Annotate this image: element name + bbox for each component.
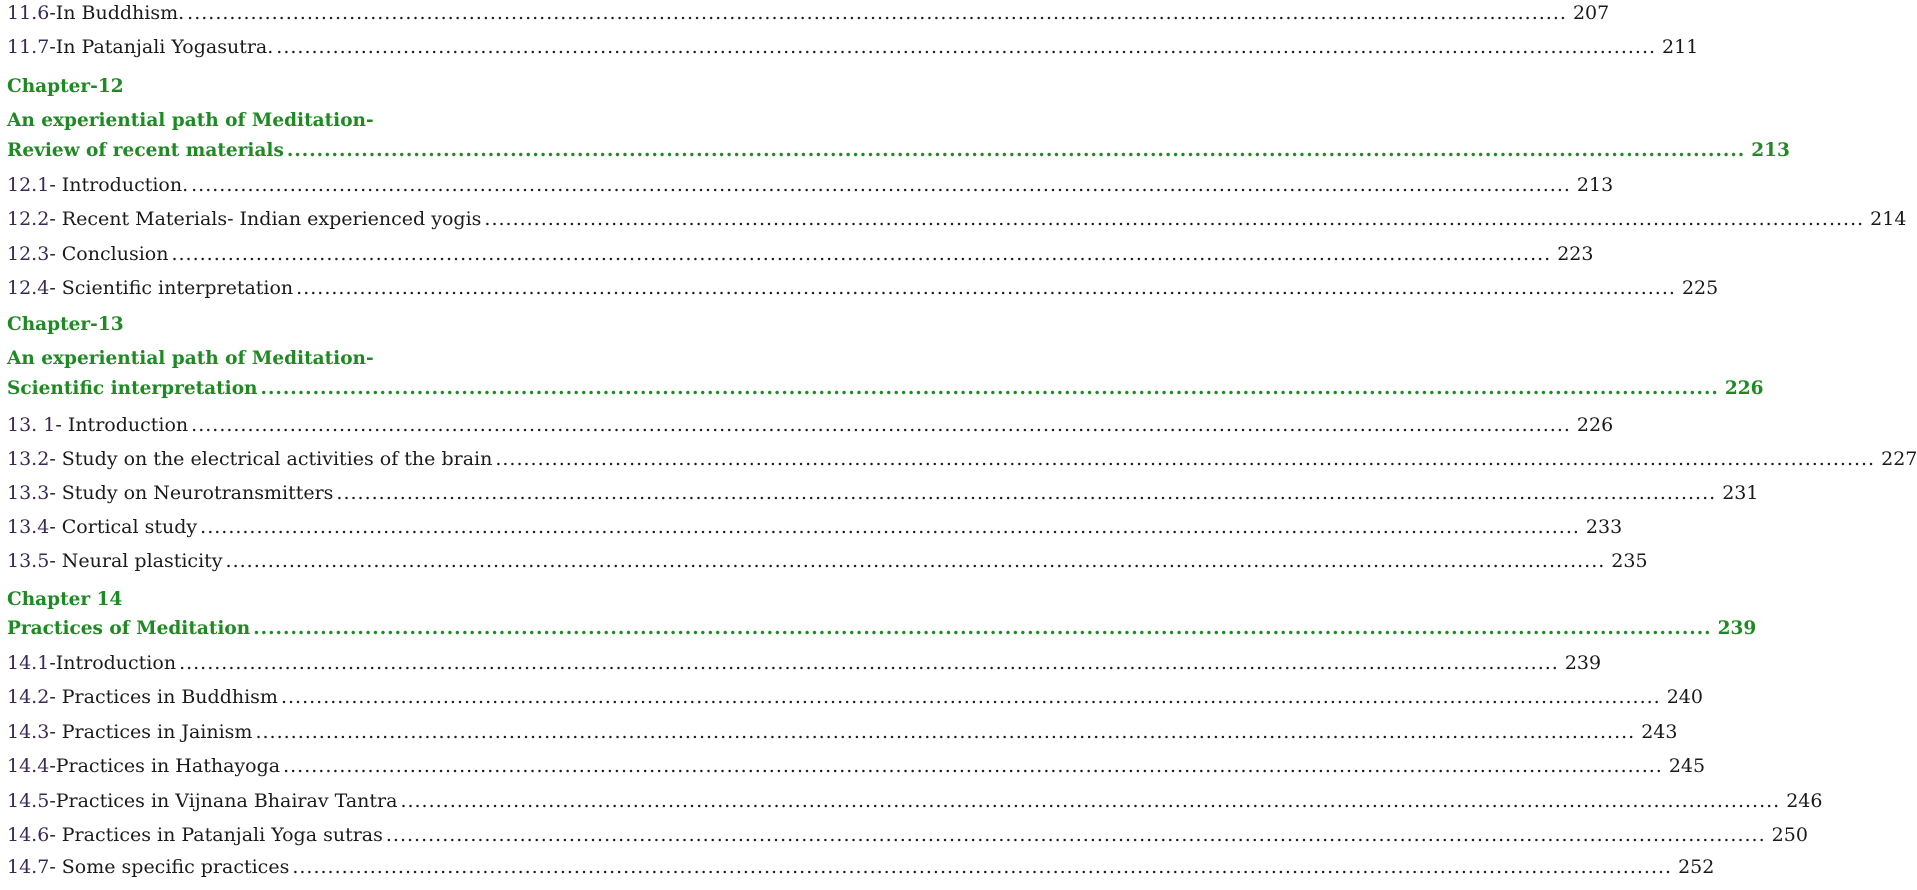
section-number: 13.4 bbox=[7, 516, 50, 538]
section-number: 14.4 bbox=[7, 755, 50, 777]
section-title: - Recent Materials- Indian experienced yogis bbox=[49, 208, 482, 230]
chapter-13-heading: Chapter-13 bbox=[7, 314, 124, 335]
chapter-subtitle: Practices of Meditation bbox=[7, 618, 251, 639]
page-number: 235 bbox=[1611, 550, 1648, 572]
section-number: 12.3 bbox=[7, 243, 50, 265]
page-number: 239 bbox=[1564, 652, 1602, 674]
section-title: - Study on the electrical activities of the brain bbox=[49, 448, 493, 470]
toc-entry-14-4 bbox=[7, 755, 1706, 789]
toc-entry-12-1 bbox=[7, 174, 1614, 208]
toc-entry-14-3 bbox=[7, 721, 1678, 755]
section-title: - Conclusion bbox=[49, 243, 169, 265]
section-title: - Practices in Jainism bbox=[49, 721, 253, 743]
page-number: 233 bbox=[1585, 516, 1623, 538]
section-number: 14.6 bbox=[7, 824, 50, 846]
dot-leader: .................................................................................................................................................................................................... bbox=[495, 448, 1876, 470]
dot-leader: .................................................................................................................................................................................................... bbox=[255, 721, 1636, 743]
section-number: 12.1 bbox=[7, 174, 50, 196]
dot-leader: .................................................................................................................................................................................................... bbox=[292, 856, 1673, 878]
toc-entry-14-6 bbox=[7, 824, 1808, 858]
toc-entry-13-4 bbox=[7, 516, 1623, 550]
section-number: 14.1 bbox=[7, 652, 50, 674]
section-title: -In Buddhism. bbox=[49, 2, 185, 24]
page-number: 252 bbox=[1678, 856, 1715, 878]
chapter-12-heading: Chapter-12 bbox=[7, 76, 124, 97]
toc-entry-chapter-14 bbox=[7, 618, 1757, 652]
toc-entry-13-2 bbox=[7, 448, 1917, 482]
chapter-14-heading: Chapter 14 bbox=[7, 589, 123, 610]
section-number: 13.3 bbox=[7, 482, 50, 504]
chapter-13-title: An experiential path of Meditation- bbox=[7, 348, 374, 369]
section-title: - Practices in Buddhism bbox=[49, 686, 278, 708]
section-number: 14.5 bbox=[7, 790, 50, 812]
toc-entry-14-1 bbox=[7, 652, 1602, 686]
dot-leader: .................................................................................................................................................................................................... bbox=[200, 516, 1580, 538]
toc-entry-13-1 bbox=[7, 414, 1614, 448]
page-number: 240 bbox=[1666, 686, 1703, 708]
chapter-subtitle: Scientific interpretation bbox=[7, 378, 258, 399]
dot-leader: .................................................................................................................................................................................................... bbox=[191, 414, 1571, 436]
section-title: - Introduction bbox=[55, 414, 189, 436]
chapter-12-title: An experiential path of Meditation- bbox=[7, 110, 374, 131]
section-title: - Neural plasticity bbox=[49, 550, 223, 572]
toc-entry-12-2 bbox=[7, 208, 1907, 242]
section-title: - Some specific practices bbox=[49, 856, 290, 878]
dot-leader: .................................................................................................................................................................................................... bbox=[336, 482, 1717, 504]
dot-leader: .................................................................................................................................................................................................... bbox=[276, 36, 1657, 58]
section-title: -In Patanjali Yogasutra. bbox=[49, 36, 274, 58]
dot-leader: .................................................................................................................................................................................................... bbox=[187, 2, 1567, 24]
dot-leader: .................................................................................................................................................................................................... bbox=[286, 140, 1746, 161]
section-number: 14.3 bbox=[7, 721, 50, 743]
section-title: -Practices in Vijnana Bhairav Tantra bbox=[49, 790, 398, 812]
toc-entry-11-7 bbox=[7, 36, 1699, 70]
section-title: -Introduction bbox=[49, 652, 177, 674]
toc-entry-12-4 bbox=[7, 277, 1719, 311]
toc-entry-14-5 bbox=[7, 790, 1823, 824]
page-number: 243 bbox=[1641, 721, 1678, 743]
dot-leader: .................................................................................................................................................................................................... bbox=[179, 652, 1559, 674]
section-number: 11.6 bbox=[7, 2, 50, 24]
dot-leader: .................................................................................................................................................................................................... bbox=[296, 277, 1676, 299]
section-title: - Scientific interpretation bbox=[49, 277, 294, 299]
page-number: 213 bbox=[1751, 140, 1790, 161]
dot-leader: .................................................................................................................................................................................................... bbox=[191, 174, 1571, 196]
page-number: 239 bbox=[1717, 618, 1757, 639]
toc-entry-14-7 bbox=[7, 856, 1715, 890]
section-number: 13. 1 bbox=[7, 414, 56, 436]
dot-leader: .................................................................................................................................................................................................... bbox=[385, 824, 1766, 846]
page-number: 226 bbox=[1724, 378, 1764, 399]
section-number: 13.5 bbox=[7, 550, 50, 572]
dot-leader: .................................................................................................................................................................................................... bbox=[280, 686, 1661, 708]
dot-leader: .................................................................................................................................................................................................... bbox=[400, 790, 1781, 812]
chapter-subtitle: Review of recent materials bbox=[7, 140, 284, 161]
page-number: 246 bbox=[1786, 790, 1823, 812]
dot-leader: .................................................................................................................................................................................................... bbox=[253, 618, 1712, 639]
page-number: 225 bbox=[1681, 277, 1719, 299]
section-title: -Practices in Hathayoga bbox=[49, 755, 281, 777]
page-number: 227 bbox=[1881, 448, 1917, 470]
toc-entry-chapter-12 bbox=[7, 140, 1790, 174]
section-title: - Cortical study bbox=[49, 516, 198, 538]
dot-leader: .................................................................................................................................................................................................... bbox=[171, 243, 1552, 265]
page-number: 245 bbox=[1668, 755, 1706, 777]
toc-entry-13-5 bbox=[7, 550, 1648, 584]
section-number: 12.4 bbox=[7, 277, 50, 299]
section-number: 14.2 bbox=[7, 686, 50, 708]
section-title: - Study on Neurotransmitters bbox=[49, 482, 334, 504]
page-number: 207 bbox=[1572, 2, 1610, 24]
page-number: 213 bbox=[1576, 174, 1614, 196]
page-number: 231 bbox=[1722, 482, 1759, 504]
page-number: 226 bbox=[1576, 414, 1614, 436]
page-number: 211 bbox=[1662, 36, 1699, 58]
section-number: 13.2 bbox=[7, 448, 50, 470]
section-number: 12.2 bbox=[7, 208, 50, 230]
toc-entry-13-3 bbox=[7, 482, 1759, 516]
dot-leader: .................................................................................................................................................................................................... bbox=[225, 550, 1606, 572]
toc-entry-11-6 bbox=[7, 2, 1610, 36]
page-number: 250 bbox=[1771, 824, 1808, 846]
section-number: 14.7 bbox=[7, 856, 50, 878]
page-number: 223 bbox=[1557, 243, 1594, 265]
dot-leader: .................................................................................................................................................................................................... bbox=[283, 755, 1663, 777]
section-number: 11.7 bbox=[7, 36, 50, 58]
dot-leader: .................................................................................................................................................................................................... bbox=[484, 208, 1865, 230]
section-title: - Introduction. bbox=[49, 174, 189, 196]
section-title: - Practices in Patanjali Yoga sutras bbox=[49, 824, 383, 846]
toc-entry-14-2 bbox=[7, 686, 1703, 720]
dot-leader: .................................................................................................................................................................................................... bbox=[260, 378, 1719, 399]
toc-entry-12-3 bbox=[7, 243, 1594, 277]
toc-entry-chapter-13 bbox=[7, 378, 1764, 412]
page-number: 214 bbox=[1870, 208, 1907, 230]
